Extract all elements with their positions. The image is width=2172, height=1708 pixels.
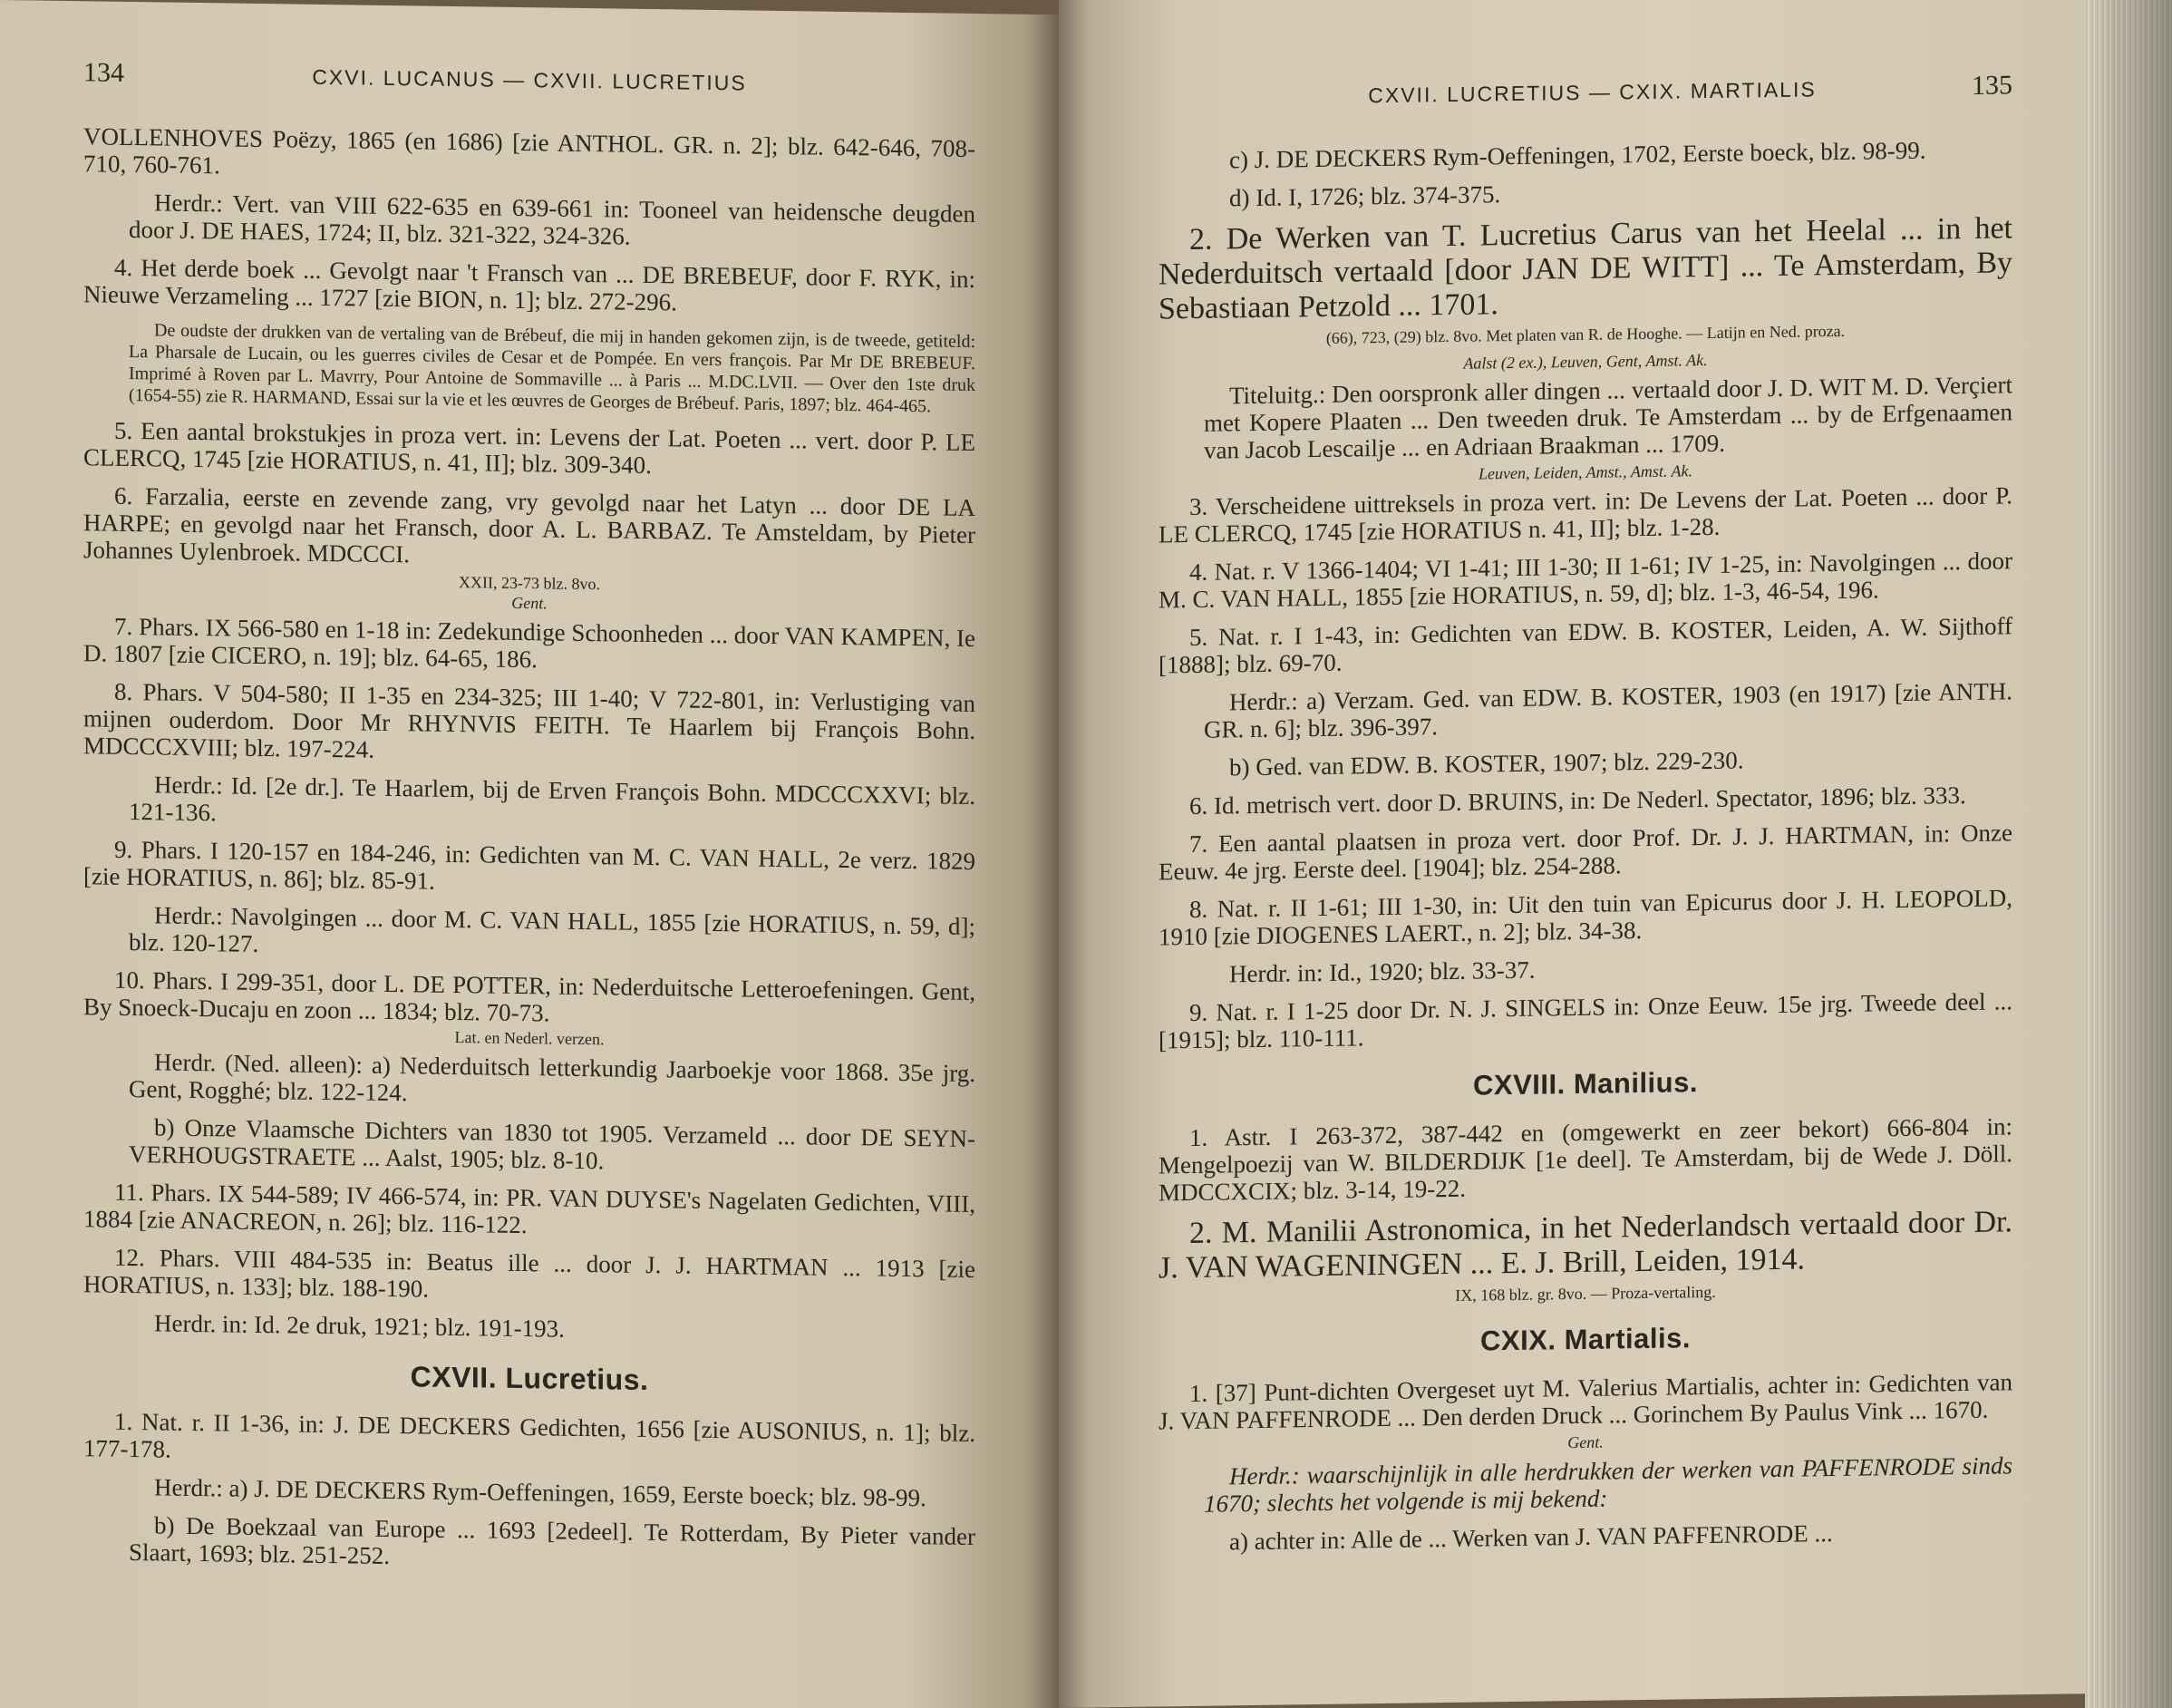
entry-paragraph: b) Ged. van EDW. B. KOSTER, 1907; blz. 229-230. xyxy=(1229,746,1744,781)
entry-paragraph: 12. Phars. VIII 484-535 in: Beatus ille ... door J. J. HARTMAN ... 1913 [zie HORATIUS, n. 133]; blz. 188-190. xyxy=(83,1243,975,1303)
entry-paragraph: 1. Astr. I 263-372, 387-442 en (omgewerkt en zeer bekort) 666-804 in: Mengelpoezij van W. BILDERDIJK [1e deel]. Te Amsterdam, bij de Wede J. Döll. MDCCXCIX; blz. 3-14, 19-22. xyxy=(1159,1112,2012,1207)
entry-paragraph: VOLLENHOVES Poëzy, 1865 (en 1686) [zie ANTHOL. GR. n. 2]; blz. 642-646, 708-710, 760-761. xyxy=(83,122,975,180)
entry-paragraph: Herdr.: a) Verzam. Ged. van EDW. B. KOSTER, 1903 (en 1917) [zie ANTH. GR. n. 6]; blz. 396-397. xyxy=(1204,677,2012,743)
entry-collation: XXII, 23-73 blz. 8vo. xyxy=(459,573,600,594)
entry-paragraph: 5. Nat. r. I 1-43, in: Gedichten van EDW. B. KOSTER, Leiden, A. W. Sijthoff [1888]; blz. 69-70. xyxy=(1159,612,2012,679)
page-edges xyxy=(2085,0,2172,1708)
entry-paragraph: c) J. DE DECKERS Rym-Oeffeningen, 1702, Eerste boeck, blz. 98-99. xyxy=(1229,136,1926,174)
entry-paragraph: Herdr. in: Id., 1920; blz. 33-37. xyxy=(1229,956,1536,988)
entry-location: Aalst (2 ex.), Leuven, Gent, Amst. Ak. xyxy=(1463,351,1708,373)
entry-paragraph: Herdr.: waarschijnlijk in alle herdrukken der werken van PAFFENRODE sinds 1670; slechts het volgende is mij bekend: xyxy=(1204,1451,2012,1518)
entry-paragraph: a) achter in: Alle de ... Werken van J. VAN PAFFENRODE ... xyxy=(1229,1519,1833,1556)
entry-paragraph: 6. Farzalia, eerste en zevende zang, vry gevolgd naar het Latyn ... door DE LA HARPE; en gevolgd naar het Fransch, door A. L. BARBAZ. Te Amsteldam, by Pieter Johannes Uylenbroek. MDCCCI. xyxy=(83,481,975,568)
section-heading: CXVII. Lucretius. xyxy=(410,1360,649,1396)
entry-paragraph: Herdr.: a) J. DE DECKERS Rym-Oeffeningen, 1659, Eerste boeck; blz. 98-99. xyxy=(154,1473,926,1512)
entry-paragraph: 7. Phars. IX 566-580 en 1-18 in: Zedekundige Schoonheden ... door VAN KAMPEN, Ie D. 1807 [zie CICERO, n. 19]; blz. 64-65, 186. xyxy=(83,612,975,674)
right-page-number: 135 xyxy=(1972,70,2012,101)
entry-paragraph: Herdr. in: Id. 2e druk, 1921; blz. 191-193. xyxy=(154,1309,565,1343)
entry-paragraph: 6. Id. metrisch vert. door D. BRUINS, in: De Nederl. Spectator, 1896; blz. 333. xyxy=(1189,781,1966,820)
entry-paragraph: 10. Phars. I 299-351, door L. DE POTTER, in: Nederduitsche Letteroefeningen. Gent, By Snoeck-Ducaju en zoon ... 1834; blz. 70-73. xyxy=(83,966,975,1027)
entry-paragraph: 1. [37] Punt-dichten Overgeset uyt M. Valerius Martialis, achter in: Gedichten van J. VAN PAFFENRODE ... Den derden Druck ... Gorinchem By Paulus Vink ... 1670. xyxy=(1159,1368,2012,1435)
entry-paragraph: 9. Nat. r. I 1-25 door Dr. N. J. SINGELS in: Onze Eeuw. 15e jrg. Tweede deel ... [1915]; blz. 110-111. xyxy=(1159,987,2012,1054)
entry-location: Lat. en Nederl. verzen. xyxy=(454,1028,605,1049)
left-running-head xyxy=(83,57,975,101)
left-page xyxy=(0,0,1059,1708)
entry-paragraph: 3. Verscheidene uittreksels in proza vert. in: De Levens der Lat. Poeten ... door P. LE CLERCQ, 1745 [zie HORATIUS n. 41, II]; blz. 1-28. xyxy=(1159,481,2012,548)
entry-collation: (66), 723, (29) blz. 8vo. Met platen van R. de Hooghe. — Latijn en Ned. proza. xyxy=(1325,321,1846,347)
entry-paragraph: Herdr. (Ned. alleen): a) Nederduitsch letterkundig Jaarboekje voor 1868. 35e jrg. Gent, Rogghé; blz. 122-124. xyxy=(129,1048,975,1107)
right-page xyxy=(1059,0,2085,1708)
entry-paragraph: 4. Het derde boek ... Gevolgt naar 't Fransch van ... DE BREBEUF, door F. RYK, in: Nieuwe Verzameling ... 1727 [zie BION, n. 1]; blz. 272-296. xyxy=(83,253,975,316)
section-heading: CXIX. Martialis. xyxy=(1480,1322,1691,1357)
right-running-title: CXVII. LUCRETIUS — CXIX. MARTIALIS xyxy=(1368,77,1817,108)
entry-paragraph: Herdr.: Navolgingen ... door M. C. VAN HALL, 1855 [zie HORATIUS, n. 59, d]; blz. 120-127. xyxy=(129,901,975,957)
entry-note: De oudste der drukken van de vertaling van de Brébeuf, die mij in handen gekomen zijn, is de tweede, getiteld: La Pharsale de Lucain, ou les guerres civiles de Cesar et de Pompée. En vers françois. Par Mr DE BREBEUF. Imprimé à Roven par L. Mavrry, Pour Antoine de Sommaville ... à Paris ... M.DC.LVII. — Over den 1ste druk (1654-55) zie R. HARMAND, Essai sur la vie et les œuvres de Georges de Brébeuf. Paris, 1897; blz. 464-465. xyxy=(129,320,975,417)
entry-paragraph: Herdr.: Id. [2e dr.]. Te Haarlem, bij de Erven François Bohn. MDCCCXXVI; blz. 121-136. xyxy=(129,771,975,827)
entry-paragraph: 2. De Werken van T. Lucretius Carus van het Heelal ... in het Nederduitsch vertaald [door JAN DE WITT] ... Te Amsterdam, By Sebastiaan Petzold ... 1701. xyxy=(1159,211,2012,326)
right-running-head xyxy=(1159,70,2012,112)
left-page-number: 134 xyxy=(83,57,124,88)
entry-paragraph: 8. Phars. V 504-580; II 1-35 en 234-325; III 1-40; V 722-801, in: Verlustiging van mijnen ouderdom. Door Mr RHYNVIS FEITH. Te Haarlem bij François Bohn. MDCCCXVIII; blz. 197-224. xyxy=(83,677,975,763)
entry-paragraph: b) De Boekzaal van Europe ... 1693 [2edeel]. Te Rotterdam, By Pieter vander Slaart, 1693; blz. 251-252. xyxy=(129,1511,975,1570)
entry-collation: IX, 168 blz. gr. 8vo. — Proza-vertaling. xyxy=(1455,1282,1716,1305)
entry-paragraph: 2. M. Manilii Astronomica, in het Nederlandsch vertaald door Dr. J. VAN WAGENINGEN ... E. J. Brill, Leiden, 1914. xyxy=(1159,1205,2012,1286)
entry-paragraph: 7. Een aantal plaatsen in proza vert. door Prof. Dr. J. J. HARTMAN, in: Onze Eeuw. 4e jrg. Eerste deel. [1904]; blz. 254-288. xyxy=(1159,819,2012,886)
entry-paragraph: b) Onze Vlaamsche Dichters van 1830 tot 1905. Verzameld ... door DE SEYN-VERHOUGSTRAETE ... Aalst, 1905; blz. 8-10. xyxy=(129,1113,975,1175)
section-heading: CXVIII. Manilius. xyxy=(1473,1066,1698,1101)
entry-paragraph: 4. Nat. r. V 1366-1404; VI 1-41; III 1-30; II 1-61; IV 1-25, in: Navolgingen ... door M. C. VAN HALL, 1855 [zie HORATIUS, n. 59, d]; blz. 1-3, 46-54, 196. xyxy=(1159,547,2012,614)
entry-paragraph: Titeluitg.: Den oorspronk aller dingen ... vertaald door J. D. WIT M. D. Verçiert met Kopere Plaaten ... Den tweeden druk. Te Amsterdam ... by de Erfgenaamen van Jacob Lescailje ... en Adriaan Braakman ... 1709. xyxy=(1204,371,2012,464)
entry-paragraph: 9. Phars. I 120-157 en 184-246, in: Gedichten van M. C. VAN HALL, 2e verz. 1829 [zie HORATIUS, n. 86]; blz. 85-91. xyxy=(83,835,975,895)
entry-paragraph: 8. Nat. r. II 1-61; III 1-30, in: Uit den tuin van Epicurus door J. H. LEOPOLD, 1910 [zie DIOGENES LAERT., n. 2]; blz. 34-38. xyxy=(1159,884,2012,951)
entry-paragraph: 5. Een aantal brokstukjes in proza vert. in: Levens der Lat. Poeten ... vert. door P. LE CLERCQ, 1745 [zie HORATIUS, n. 41, II]; blz. 309-340. xyxy=(83,416,975,480)
entry-location: Gent. xyxy=(1567,1432,1604,1452)
entry-paragraph: Herdr.: Vert. van VIII 622-635 en 639-661 in: Tooneel van heidensche deugden door J. DE HAES, 1724; II, blz. 321-322, 324-326. xyxy=(129,189,975,250)
entry-paragraph: 11. Phars. IX 544-589; IV 466-574, in: PR. VAN DUYSE's Nagelaten Gedichten, VIII, 1884 [zie ANACREON, n. 26]; blz. 116-122. xyxy=(83,1178,975,1239)
entry-paragraph: d) Id. I, 1726; blz. 374-375. xyxy=(1229,180,1501,212)
entry-location: Gent. xyxy=(511,593,548,613)
entry-location: Leuven, Leiden, Amst., Amst. Ak. xyxy=(1479,461,1692,483)
left-running-title: CXVI. LUCANUS — CXVII. LUCRETIUS xyxy=(312,64,747,95)
entry-paragraph: 1. Nat. r. II 1-36, in: J. DE DECKERS Gedichten, 1656 [zie AUSONIUS, n. 1]; blz. 177-178. xyxy=(83,1407,975,1463)
